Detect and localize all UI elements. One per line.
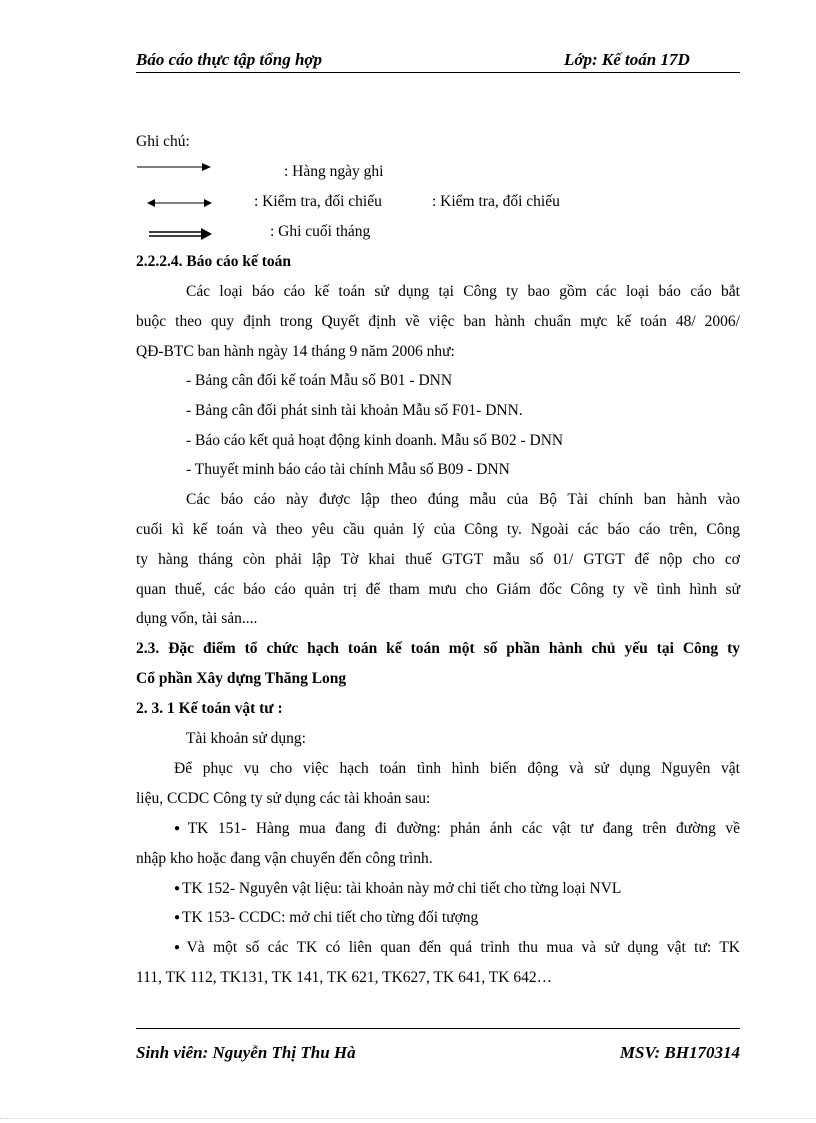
thick-arrow-icon — [148, 226, 214, 242]
report-list-item: - Bảng cân đối phát sinh tài khoản Mẫu số F01- DNN. — [186, 402, 523, 419]
report-list-item: - Bảng cân đối kế toán Mẫu số B01 - DNN — [186, 372, 453, 389]
legend-daily: : Hàng ngày ghi — [284, 163, 384, 180]
accounts-intro: Tài khoản sử dụng: — [186, 730, 306, 747]
account-bullet-cont: 111, TK 112, TK131, TK 141, TK 621, TK627, TK 641, TK 642… — [136, 969, 553, 986]
report-list-item: - Thuyết minh báo cáo tài chính Mẫu số B09 - DNN — [186, 461, 510, 478]
footer-student-id: MSV: BH170314 — [619, 1043, 740, 1062]
double-headed-arrow-icon — [146, 196, 214, 210]
bullet-icon: ● — [174, 912, 181, 923]
account-bullet-item: ● Và một số các TK có liên quan đến quá trình thu mua và sử dụng vật tư: TK — [174, 939, 740, 956]
paragraph-line: dụng vốn, tài sản.... — [136, 610, 258, 627]
section-heading-23: 2.3. Đặc điểm tổ chức hạch toán kế toán một số phần hành chủ yếu tại Công ty — [136, 640, 740, 657]
legend-title: Ghi chú: — [136, 133, 190, 150]
paragraph-line: Các loại báo cáo kế toán sử dụng tại Công ty bao gồm các loại báo cáo bắt — [186, 283, 740, 300]
paragraph-line: ty hàng tháng còn phải lập Tờ khai thuế GTGT mẫu số 01/ GTGT để nộp cho cơ — [136, 551, 740, 568]
section-heading-23-cont: Cổ phần Xây dựng Thăng Long — [136, 670, 347, 687]
account-bullet-item: ● TK 153- CCDC: mở chi tiết cho từng đối tượng — [174, 909, 479, 926]
paragraph-line: Các báo cáo này được lập theo đúng mẫu của Bộ Tài chính ban hành vào — [186, 491, 740, 508]
legend-month-end: : Ghi cuối tháng — [270, 223, 371, 240]
paragraph-line: Để phục vụ cho việc hạch toán tình hình biến động và sử dụng Nguyên vật — [174, 760, 740, 777]
bullet-icon: ● — [174, 942, 185, 953]
report-list-item: - Báo cáo kết quả hoạt động kinh doanh. Mẫu số B02 - DNN — [186, 432, 564, 449]
page-footer — [136, 1028, 740, 1063]
legend-check-1: : Kiểm tra, đối chiếu — [254, 193, 382, 210]
bullet-icon: ● — [174, 823, 186, 834]
section-heading-231: 2. 3. 1 Kế toán vật tư : — [136, 700, 283, 717]
page-header — [136, 50, 740, 73]
paragraph-line: cuối kì kế toán và theo yêu cầu quản lý của Công ty. Ngoài các báo cáo trên, Công — [136, 521, 740, 538]
legend-check-2: : Kiểm tra, đối chiếu — [432, 193, 560, 210]
single-arrow-icon — [136, 160, 212, 174]
paragraph-line: QĐ-BTC ban hành ngày 14 tháng 9 năm 2006 như: — [136, 343, 455, 360]
footer-student-name: Sinh viên: Nguyễn Thị Thu Hà — [136, 1043, 356, 1062]
page-bottom-border — [0, 1118, 816, 1119]
paragraph-line: quan thuế, các báo cáo quản trị để tham mưu cho Giám đốc Công ty về tình hình sử — [136, 581, 740, 598]
section-heading-2224: 2.2.2.4. Báo cáo kế toán — [136, 253, 291, 270]
account-bullet-item: ● TK 152- Nguyên vật liệu: tài khoản này mở chi tiết cho từng loại NVL — [174, 880, 622, 897]
paragraph-line: liệu, CCDC Công ty sử dụng các tài khoản sau: — [136, 790, 431, 807]
account-bullet-item: ● TK 151- Hàng mua đang đi đường: phản ánh các vật tư đang trên đường về — [174, 820, 741, 837]
header-report-title: Báo cáo thực tập tổng hợp — [136, 50, 323, 69]
header-class-label: Lớp: Kế toán 17D — [564, 50, 690, 69]
account-bullet-cont: nhập kho hoặc đang vận chuyển đến công trình. — [136, 850, 433, 867]
bullet-icon: ● — [174, 883, 181, 894]
paragraph-line: buộc theo quy định trong Quyết định về việc ban hành chuẩn mực kế toán 48/ 2006/ — [136, 313, 740, 330]
